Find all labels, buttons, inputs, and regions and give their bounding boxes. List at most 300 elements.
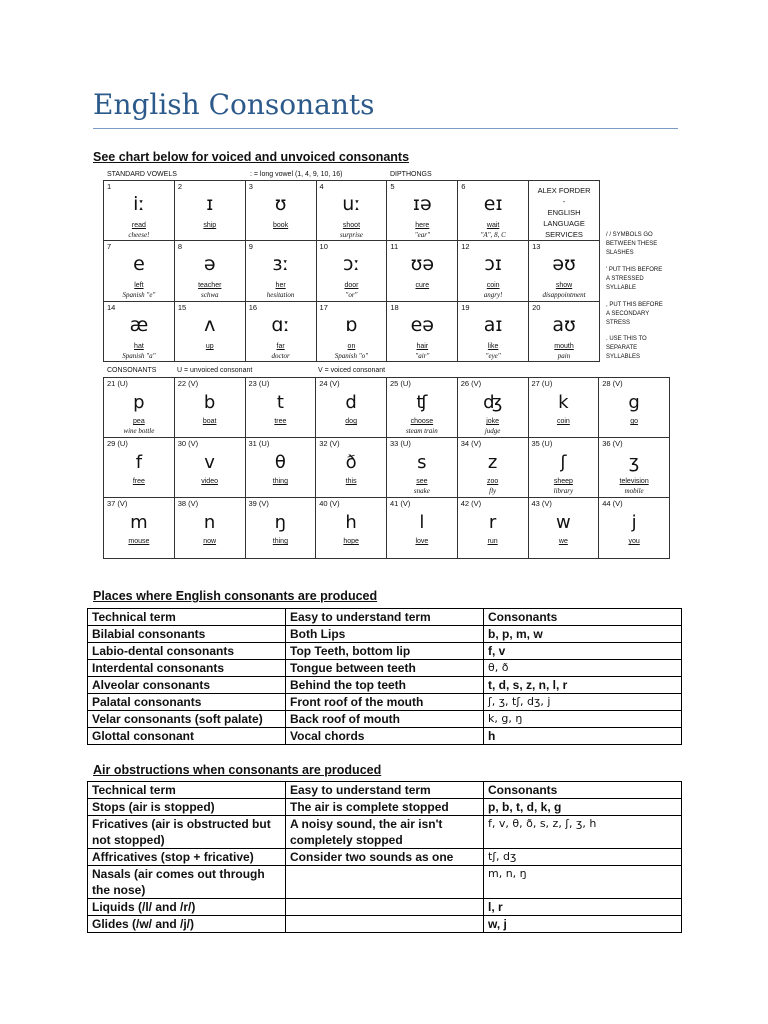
example-word: hope — [343, 538, 359, 545]
example-word: far — [276, 343, 285, 350]
phoneme-symbol: ð — [345, 452, 357, 473]
phoneme-symbol: aɪ — [483, 314, 503, 336]
consonant-cell — [599, 378, 670, 438]
cell-number: 26 (V) — [460, 379, 482, 388]
vowel-cell — [316, 302, 387, 362]
phoneme-symbol: ɪə — [412, 193, 432, 215]
legend-line: , PUT THIS BEFORE — [606, 302, 663, 308]
table-row — [88, 816, 682, 849]
phoneme-symbol: ʒ — [628, 452, 640, 473]
consonant-cell — [174, 378, 245, 438]
vowel-cell — [316, 241, 387, 302]
consonants-cell: m, n, ŋ — [484, 866, 682, 899]
consonant-cell — [104, 498, 175, 559]
example-note: steam train — [406, 427, 438, 435]
column-header-easy: Easy to understand term — [286, 782, 484, 799]
example-word: choose — [410, 418, 434, 425]
example-word: show — [555, 282, 573, 289]
consonant-cell — [316, 438, 387, 498]
consonants-cell: l, r — [484, 899, 682, 916]
consonant-cell — [599, 498, 670, 559]
phoneme-symbol: ɪ — [206, 193, 214, 215]
consonant-cell — [387, 378, 458, 438]
cell-number: 18 — [390, 303, 399, 312]
phoneme-symbol: ɒ — [345, 314, 358, 336]
easy-term-cell: Tongue between teeth — [286, 660, 484, 677]
cell-number: 3 — [248, 182, 253, 191]
cell-number: 22 (V) — [177, 379, 199, 388]
example-word: video — [201, 478, 218, 485]
example-word: door — [344, 282, 359, 289]
easy-term-cell: Behind the top teeth — [286, 677, 484, 694]
obstructions-table — [87, 781, 682, 933]
phoneme-symbol: n — [203, 512, 216, 533]
example-word: shoot — [342, 222, 361, 229]
example-word: sheep — [553, 478, 573, 485]
example-note: "ear" — [414, 231, 430, 239]
example-word: book — [273, 222, 289, 229]
phoneme-symbol: f — [135, 452, 143, 473]
consonant-cell — [457, 438, 528, 498]
cell-number: 12 — [461, 242, 470, 251]
example-word: now — [203, 538, 217, 545]
consonant-cell — [528, 498, 599, 559]
cell-number: 23 (U) — [248, 379, 270, 388]
cell-number: 25 (U) — [390, 379, 411, 388]
consonants-cell: tʃ, dʒ — [484, 849, 682, 866]
example-word: dog — [345, 418, 357, 425]
phoneme-symbol: æ — [129, 314, 149, 336]
example-word: television — [619, 478, 649, 485]
consonant-chart — [103, 377, 670, 559]
example-note: schwa — [201, 291, 219, 299]
example-note: library — [553, 487, 574, 495]
example-word: free — [132, 478, 145, 485]
phoneme-symbol: h — [345, 512, 357, 533]
vowel-cell — [458, 241, 529, 302]
phoneme-symbol: uː — [342, 193, 361, 215]
consonants-cell: b, p, m, w — [484, 626, 682, 643]
example-word: her — [275, 282, 286, 289]
easy-term-cell — [286, 899, 484, 916]
example-word: tree — [274, 418, 287, 425]
example-note: Spanish "o" — [334, 352, 369, 360]
cell-number: 19 — [461, 303, 470, 312]
example-word: up — [205, 343, 214, 350]
example-note: Spanish "a" — [122, 352, 156, 360]
legend-slashes — [606, 231, 657, 258]
cell-number: 36 (V) — [602, 439, 623, 448]
example-word: like — [487, 343, 499, 350]
cell-number: 10 — [319, 242, 328, 251]
cell-number: 40 (V) — [319, 499, 340, 508]
example-note: judge — [484, 427, 501, 435]
phoneme-symbol: z — [487, 452, 498, 473]
column-header-easy: Easy to understand term — [286, 609, 484, 626]
obstructions-heading: Air obstructions when consonants are produced — [93, 763, 382, 777]
unvoiced-key-label: U = unvoiced consonant — [177, 367, 253, 374]
phoneme-symbol: w — [556, 512, 571, 533]
technical-term-cell: Labio-dental consonants — [88, 643, 286, 660]
consonant-cell — [599, 438, 670, 498]
example-note: wine bottle — [123, 427, 155, 435]
example-word: you — [628, 538, 640, 545]
cell-number: 16 — [248, 303, 258, 312]
legend-line: SEPARATE — [606, 345, 638, 351]
cell-number: 9 — [248, 242, 253, 251]
easy-term-cell: Front roof of the mouth — [286, 694, 484, 711]
technical-term-cell: Liquids (/l/ and /r/) — [88, 899, 286, 916]
consonant-cell — [245, 498, 316, 559]
example-note: cheese! — [128, 231, 150, 239]
page-title: English Consonants — [93, 88, 375, 121]
legend-line: A STRESSED — [606, 276, 644, 282]
cell-number: 21 (U) — [107, 379, 128, 388]
phoneme-symbol: ʤ — [483, 392, 503, 413]
example-note: pain — [557, 352, 571, 360]
consonants-cell: f, v — [484, 643, 682, 660]
phoneme-symbol: ɔː — [343, 253, 360, 275]
author-org-line-2: LANGUAGE — [543, 219, 585, 228]
consonants-cell: p, b, t, d, k, g — [484, 799, 682, 816]
consonants-cell: w, j — [484, 916, 682, 933]
consonant-cell — [174, 498, 245, 559]
legend-line: SLASHES — [606, 250, 634, 256]
cell-number: 28 (V) — [602, 379, 623, 388]
legend-line: BETWEEN THESE — [606, 241, 658, 247]
phoneme-symbol: iː — [133, 193, 145, 215]
example-word: zoo — [486, 478, 499, 485]
consonants-label: CONSONANTS — [107, 367, 157, 374]
column-header-technical: Technical term — [88, 782, 286, 799]
example-word: left — [134, 282, 144, 289]
author-box — [529, 181, 600, 241]
technical-term-cell: Affricatives (stop + fricative) — [88, 849, 286, 866]
example-note: Spanish "e" — [122, 291, 156, 299]
cell-number: 44 (V) — [602, 499, 623, 508]
consonant-cell — [457, 498, 528, 559]
vowel-cell — [529, 302, 600, 362]
consonant-cell — [528, 438, 599, 498]
vowel-row — [104, 181, 600, 241]
cell-number: 4 — [319, 182, 324, 191]
legend-separate — [606, 335, 647, 362]
standard-vowels-label: STANDARD VOWELS — [107, 171, 177, 178]
technical-term-cell: Interdental consonants — [88, 660, 286, 677]
consonant-cell — [174, 438, 245, 498]
example-word: love — [415, 538, 429, 545]
vowel-cell — [174, 302, 245, 362]
cell-number: 33 (U) — [390, 439, 411, 448]
author-name: ALEX FORDER — [537, 186, 591, 195]
cell-number: 38 (V) — [177, 499, 199, 508]
phoneme-symbol: p — [133, 392, 145, 413]
cell-number: 2 — [177, 182, 183, 191]
example-word: mouse — [128, 538, 150, 545]
example-word: coin — [486, 282, 500, 289]
example-note: hesitation — [266, 291, 295, 299]
voiced-key-label: V = voiced consonant — [318, 367, 386, 374]
technical-term-cell: Alveolar consonants — [88, 677, 286, 694]
example-word: cure — [415, 282, 430, 289]
cell-number: 14 — [107, 303, 116, 312]
example-note: "A", 8, C — [480, 231, 506, 239]
cell-number: 30 (V) — [177, 439, 199, 448]
cell-number: 41 (V) — [390, 499, 411, 508]
consonant-row — [104, 498, 670, 559]
cell-number: 43 (V) — [531, 499, 552, 508]
vowel-cell — [458, 302, 529, 362]
vowel-cell — [387, 241, 458, 302]
table-row — [88, 626, 682, 643]
author-separator: - — [562, 197, 566, 206]
phoneme-symbol: v — [204, 452, 215, 473]
legend-line: . USE THIS TO — [606, 336, 647, 342]
easy-term-cell: A noisy sound, the air isn't completely stopped — [286, 816, 484, 849]
easy-term-cell — [286, 866, 484, 899]
table-row — [88, 899, 682, 916]
consonant-cell — [457, 378, 528, 438]
example-word: mouth — [554, 343, 574, 350]
cell-number: 27 (U) — [531, 379, 553, 388]
example-note: surprise — [339, 231, 363, 239]
example-word: teacher — [198, 282, 222, 289]
phoneme-symbol: r — [488, 512, 497, 533]
example-word: joke — [486, 418, 500, 425]
legend-line: SYLLABLE — [606, 285, 637, 291]
easy-term-cell: Consider two sounds as one — [286, 849, 484, 866]
table-header-row — [88, 609, 682, 626]
cell-number: 24 (V) — [319, 379, 340, 388]
vowel-cell — [387, 302, 458, 362]
example-word: coin — [556, 418, 570, 425]
author-credit — [529, 185, 599, 240]
cell-number: 6 — [461, 182, 466, 191]
example-note: fly — [489, 487, 497, 495]
phoneme-symbol: θ — [274, 452, 286, 473]
vowel-cell — [245, 181, 316, 241]
consonants-cell: k, g, ŋ — [484, 711, 682, 728]
column-header-consonants: Consonants — [484, 609, 682, 626]
phoneme-symbol: ʌ — [204, 314, 216, 336]
vowel-cell — [245, 241, 316, 302]
consonant-cell — [245, 438, 316, 498]
phoneme-symbol: ʧ — [416, 392, 428, 413]
phoneme-symbol: ʃ — [560, 452, 567, 473]
vowel-cell — [104, 302, 175, 362]
cell-number: 35 (U) — [531, 439, 553, 448]
chart-intro-heading: See chart below for voiced and unvoiced consonants — [93, 150, 410, 164]
example-note: mobile — [624, 487, 644, 495]
vowel-cell — [174, 241, 245, 302]
phoneme-symbol: l — [419, 512, 425, 533]
example-word: ship — [203, 222, 217, 229]
cell-number: 39 (V) — [248, 499, 269, 508]
example-note: "eye" — [485, 352, 501, 360]
example-word: read — [131, 222, 146, 229]
table-row — [88, 694, 682, 711]
vowel-row — [104, 241, 600, 302]
example-word: pea — [133, 418, 145, 425]
table-row — [88, 799, 682, 816]
example-word: hair — [416, 343, 429, 350]
example-note: "air" — [415, 352, 430, 360]
example-word: wait — [486, 222, 500, 229]
long-vowel-label: : = long vowel (1, 4, 9, 10, 16) — [250, 171, 343, 178]
vowel-cell — [316, 181, 387, 241]
technical-term-cell: Fricatives (air is obstructed but not stopped) — [88, 816, 286, 849]
example-word: hat — [134, 343, 144, 350]
consonants-cell: t, d, s, z, n, l, r — [484, 677, 682, 694]
vowel-cell — [458, 181, 529, 241]
example-word: boat — [202, 418, 217, 425]
cell-number: 15 — [177, 303, 187, 312]
technical-term-cell: Glottal consonant — [88, 728, 286, 745]
consonant-cell — [316, 498, 387, 559]
example-word: this — [345, 478, 357, 485]
example-note: disappointment — [542, 291, 586, 299]
phoneme-symbol: aʊ — [552, 314, 576, 336]
legend-line: A SECONDARY — [606, 311, 650, 317]
phoneme-symbol: m — [130, 512, 148, 533]
cell-number: 5 — [390, 182, 395, 191]
easy-term-cell: The air is complete stopped — [286, 799, 484, 816]
phoneme-symbol: eɪ — [483, 193, 503, 215]
technical-term-cell: Stops (air is stopped) — [88, 799, 286, 816]
example-word: run — [487, 538, 498, 545]
phoneme-symbol: k — [558, 392, 569, 413]
table-row — [88, 660, 682, 677]
example-word: on — [347, 343, 356, 350]
vowel-row — [104, 302, 600, 362]
vowel-cell — [104, 181, 175, 241]
phoneme-symbol: eə — [410, 314, 434, 336]
consonant-cell — [528, 378, 599, 438]
consonant-cell — [245, 378, 316, 438]
cell-number: 34 (V) — [460, 439, 482, 448]
dipthongs-label: DIPTHONGS — [390, 171, 432, 178]
table-row — [88, 866, 682, 899]
phoneme-symbol: ŋ — [274, 512, 287, 533]
phoneme-symbol: ʊə — [410, 253, 435, 275]
technical-term-cell: Nasals (air comes out through the nose) — [88, 866, 286, 899]
table-row — [88, 643, 682, 660]
phoneme-symbol: ʊ — [274, 193, 287, 215]
phoneme-symbol: ɜː — [272, 253, 289, 275]
phoneme-symbol: d — [345, 392, 357, 413]
vowel-cell — [104, 241, 175, 302]
example-note: "or" — [345, 291, 358, 299]
technical-term-cell: Bilabial consonants — [88, 626, 286, 643]
example-note: doctor — [271, 352, 290, 360]
table-row — [88, 849, 682, 866]
title-divider — [93, 128, 678, 129]
places-table — [87, 608, 682, 745]
cell-number: 37 (V) — [107, 499, 128, 508]
example-word: see — [416, 478, 428, 485]
phoneme-symbol: t — [276, 392, 284, 413]
cell-number: 29 (U) — [107, 439, 128, 448]
table-row — [88, 711, 682, 728]
table-row — [88, 728, 682, 745]
cell-number: 42 (V) — [460, 499, 482, 508]
technical-term-cell: Glides (/w/ and /j/) — [88, 916, 286, 933]
phoneme-symbol: s — [417, 452, 427, 473]
example-word: here — [415, 222, 430, 229]
cell-number: 20 — [532, 303, 541, 312]
consonant-cell — [387, 438, 458, 498]
easy-term-cell: Back roof of mouth — [286, 711, 484, 728]
places-heading: Places where English consonants are produced — [93, 589, 378, 603]
legend-line: / / SYMBOLS GO — [606, 232, 653, 238]
easy-term-cell: Vocal chords — [286, 728, 484, 745]
example-word: thing — [272, 538, 288, 545]
legend-line: STRESS — [606, 320, 631, 326]
consonant-cell — [387, 498, 458, 559]
consonant-row — [104, 378, 670, 438]
consonant-cell — [316, 378, 387, 438]
example-note: angry! — [483, 291, 503, 299]
table-header-row — [88, 782, 682, 799]
consonants-cell: ʃ, ʒ, tʃ, dʒ, j — [484, 694, 682, 711]
vowel-cell — [174, 181, 245, 241]
column-header-technical: Technical term — [88, 609, 286, 626]
cell-number: 11 — [390, 242, 399, 251]
cell-number: 17 — [319, 303, 328, 312]
easy-term-cell — [286, 916, 484, 933]
cell-number: 1 — [107, 182, 112, 191]
vowel-cell — [245, 302, 316, 362]
phoneme-symbol: ɔɪ — [484, 253, 502, 275]
consonants-cell: h — [484, 728, 682, 745]
cell-number: 7 — [107, 242, 112, 251]
legend-stress — [606, 266, 662, 293]
vowel-chart — [103, 180, 600, 362]
easy-term-cell: Both Lips — [286, 626, 484, 643]
phoneme-symbol: əʊ — [552, 253, 576, 275]
example-note: snake — [413, 487, 430, 495]
phoneme-symbol: g — [628, 392, 640, 413]
author-org-line-1: ENGLISH — [547, 208, 581, 217]
technical-term-cell: Palatal consonants — [88, 694, 286, 711]
phoneme-symbol: b — [203, 392, 216, 413]
phoneme-symbol: e — [133, 253, 145, 275]
phoneme-symbol: j — [631, 512, 637, 533]
cell-number: 13 — [532, 242, 541, 251]
example-word: we — [558, 538, 568, 545]
column-header-consonants: Consonants — [484, 782, 682, 799]
consonant-cell — [104, 438, 175, 498]
easy-term-cell: Top Teeth, bottom lip — [286, 643, 484, 660]
vowel-cell — [387, 181, 458, 241]
technical-term-cell: Velar consonants (soft palate) — [88, 711, 286, 728]
table-row — [88, 677, 682, 694]
legend-line: SYLLABLES — [606, 354, 641, 360]
phoneme-symbol: ɑː — [271, 314, 290, 336]
cell-number: 8 — [177, 242, 183, 251]
cell-number: 32 (V) — [319, 439, 340, 448]
example-word: go — [630, 418, 639, 425]
vowel-cell — [529, 241, 600, 302]
consonant-row — [104, 438, 670, 498]
author-org-line-3: SERVICES — [545, 230, 583, 239]
consonant-cell — [104, 378, 175, 438]
consonants-cell: f, v, θ, ð, s, z, ʃ, ʒ, h — [484, 816, 682, 849]
consonants-cell: θ, ð — [484, 660, 682, 677]
phoneme-symbol: ə — [203, 253, 216, 275]
legend-secondary-stress — [606, 301, 663, 328]
example-word: thing — [272, 478, 288, 485]
